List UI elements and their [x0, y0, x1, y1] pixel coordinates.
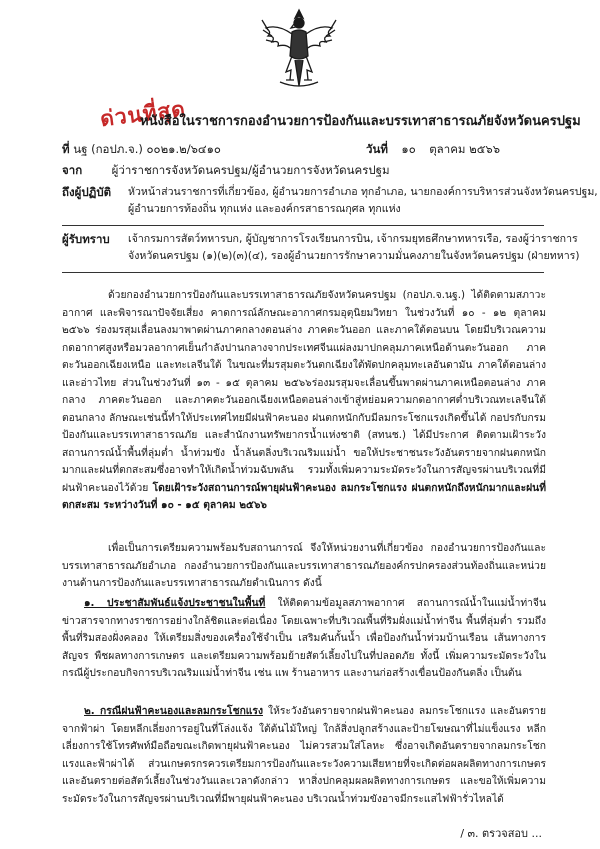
doc-number-label: ที่ [62, 142, 70, 156]
cc-value-line-2: จังหวัดนครปฐม (๑)(๒)(๓)(๔), รองผู้อำนวยการรักษาความมั่นคงภายในจังหวัดนครปฐม (ฝ่ายทหาร) [128, 250, 580, 262]
doc-number-value: นฐ (กอปภ.จ.) ๐๐๒๑.๒/๖๔๑๐ [73, 142, 221, 156]
item-2 [62, 703, 546, 808]
to-label: ถึงผู้ปฏิบัติ [62, 185, 112, 199]
paragraph-1 [62, 287, 546, 515]
garuda-emblem-icon [258, 6, 340, 90]
from-row [62, 163, 390, 178]
to-value-line-1: หัวหน้าส่วนราชการที่เกี่ยวข้อง, ผู้อำนวยการอำเภอ ทุกอำเภอ, นายกองค์การบริหารส่วนจังหวัดนครปฐม, [128, 186, 598, 198]
from-label: จาก [62, 163, 83, 177]
date-month-year: ตุลาคม ๒๕๖๖ [429, 142, 501, 156]
item-1 [62, 595, 546, 683]
divider [62, 272, 544, 273]
cc-value-line-1: เจ้ากรมการสัตว์ทหารบก, ผู้บัญชาการโรงเรียนการบิน, เจ้ากรมยุทธศึกษาทหารเรือ, รองผู้ว่าราชการ [128, 233, 578, 245]
next-page-marker: / ๓. ตรวจสอบ ... [460, 827, 542, 840]
date-row [366, 142, 500, 157]
date-day: ๑๐ [401, 142, 416, 156]
paragraph-1-bold: โดยเฝ้าระวังสถานการณ์พายุฝนฟ้าคะนอง ลมกระโชกแรง ฝนตกหนักถึงหนักมากและฝนที่ตกสะสม ระหว่างวันที่ ๑๐ - ๑๕ ตุลาคม ๒๕๖๖ [62, 481, 546, 511]
paragraph-2 [62, 540, 546, 593]
date-label: วันที่ [366, 142, 388, 156]
cc-label: ผู้รับทราบ [62, 232, 110, 246]
paragraph-2-text: เพื่อเป็นการเตรียมความพร้อมรับสถานการณ์ จึงให้หน่วยงานที่เกี่ยวข้อง กองอำนวยการป้องกันและบรรเทาสาธารณภัยอำเภอ กองอำนวยการป้องกันและบรรเทาสาธารณภัยองค์กรปกครองส่วนท้องถิ่นและหน่วยงานด้านการป้องกันและบรรเทาสาธารณภัยดำเนินการ ดังนี้ [62, 542, 546, 589]
from-value: ผู้ว่าราชการจังหวัดนครปฐม/ผู้อำนวยการจังหวัดนครปฐม [111, 163, 390, 177]
item-2-text: ให้ระวังอันตรายจากฝนฟ้าคะนอง ลมกระโชกแรง และอันตรายจากฟ้าผ่า โดยหลีกเลี่ยงการอยู่ในที่โล่งแจ้ง ใต้ต้นไม้ใหญ่ ใกล้สิ่งปลูกสร้างและป้ายโฆษณาที่ไม่แข็งแรง หลีกเลี่ยงการใช้โทรศัพท์มือถือขณะเกิดพายุฝนฟ้าคะนอง ไม่ควรสวมใส่โลหะ ซึ่งอาจเกิดอันตรายจากลมกระโชกแรงและฟ้าผ่าได้ ส่วนเกษตรกรควรเตรียมการป้องกันและระวังความเสียหายที่จะเกิดต่อผลผลิตทางการเกษตรและอันตรายต่อสัตว์เลี้ยงในช่วงวันและเวลาดังกล่าว หาสิ่งปกคลุมผลผลิตทางการเกษตร และขอให้เพิ่มความระมัดระวังในการสัญจรผ่านบริเวณที่มีพายุฝนฟ้าคะนอง บริเวณน้ำท่วมขังอาจมีกระแสไฟฟ้ารั่วไหลได้ [62, 705, 546, 805]
item-1-text: ให้ติดตามข้อมูลสภาพอากาศ สถานการณ์น้ำในแม่น้ำท่าจีน ข่าวสารจากทางราชการอย่างใกล้ชิดและต่อเนื่อง โดยเฉพาะที่บริเวณพื้นที่ริมฝั่งแม่น้ำท่าจีน พื้นที่ลุ่มต่ำ รวมถึงพื้นที่ริมสองฝั่งคลอง ให้เตรียมสิ่งของเครื่องใช้จำเป็น เสริมคันกั้นน้ำ เพื่อป้องกันน้ำท่วมบ้านเรือน เส้นทางการสัญจร พืชผลทางการเกษตร และเตรียมความพร้อมย้ายสัตว์เลี้ยงไปในที่ปลอดภัย ทั้งนี้ เพิ่มความระมัดระวังในกรณีผู้ประกอบกิจการบริเวณริมแม่น้ำท่าจีน เช่น แพ ร้านอาหาร และงานก่อสร้างเขื่อนป้องกันตลิ่ง เป็นต้น [62, 597, 547, 679]
paragraph-1-text: ด้วยกองอำนวยการป้องกันและบรรเทาสาธารณภัยจังหวัดนครปฐม (กอปภ.จ.นฐ.) ได้ติดตามสภาวะอากาศ และพิจารณาปัจจัยเสี่ยง คาดการณ์ลักษณะอากาศกรมอุตุนิยมวิทยา ในช่วงวันที่ ๑๐ - ๑๒ ตุลาคม ๒๕๖๖ ร่องมรสุมเลื่อนลงมาพาดผ่านภาคกลางตอนล่าง ภาคตะวันออก และภาคใต้ตอนบน โดยมีบริเวณความกดอากาศสูงหรือมวลอากาศเย็นกำลังปานกลางจากประเทศจีนแผ่ลงมาปกคลุมภาคเหนือด้านตะวันออก ภาคตะวันออกเฉียงเหนือ และทะเลจีนใต้ ในขณะที่มรสุมตะวันตกเฉียงใต้พัดปกคลุมทะเลอันดามัน ภาคใต้ตอนล่าง และอ่าวไทย ส่วนในช่วงวันที่ ๑๓ - ๑๕ ตุลาคม ๒๕๖๖ร่องมรสุมจะเลื่อนขึ้นพาดผ่านภาคเหนือตอนล่าง ภาคกลาง ภาคตะวันออก และภาคตะวันออกเฉียงเหนือตอนล่างเข้าสู่หย่อมความกดอากาศต่ำบริเวณทะเลจีนใต้ตอนกลาง ลักษณะเช่นนี้ทำให้ประเทศไทยมีฝนฟ้าคะนอง ฝนตกหนักกับมีลมกระโชกแรงเกิดขึ้นได้ กอปรกับกรมป้องกันและบรรเทาสาธารณภัย และสำนักงานทรัพยากรน้ำแห่งชาติ (สทนช.) ได้มีประกาศ ติดตามเฝ้าระวังสถานการณ์น้ำพื้นที่ลุ่มต่ำ น้ำท่วมขัง น้ำล้นตลิ่งบริเวณริมแม่น้ำ ขอให้ประชาชนระวังอันตรายจากฝนตกหนักมากและฝนที่ตกสะสมซึ่งอาจทำให้เกิดน้ำท่วมฉับพลัน รวมทั้งเพิ่มความระมัดระวังในการสัญจรผ่านบริเวณที่มีฝนฟ้าคะนองไว้ด้วย [62, 289, 546, 494]
item-1-title: ๑. ประชาสัมพันธ์แจ้งประชาชนในพื้นที่ [84, 597, 266, 609]
to-value-line-2: ผู้อำนวยการท้องถิ่น ทุกแห่ง และองค์กรสาธารณกุศล ทุกแห่ง [128, 203, 401, 215]
doc-number-row [62, 142, 221, 157]
item-2-title: ๒. กรณีฝนฟ้าคะนองและลมกระโชกแรง [84, 705, 263, 717]
urgent-stamp: ด่วนที่สุด [98, 96, 188, 132]
agency-title: หนังสือในราชการกองอำนวยการป้องกันและบรรเทาสาธารณภัยจังหวัดนครปฐม [140, 114, 581, 129]
divider [62, 225, 544, 226]
